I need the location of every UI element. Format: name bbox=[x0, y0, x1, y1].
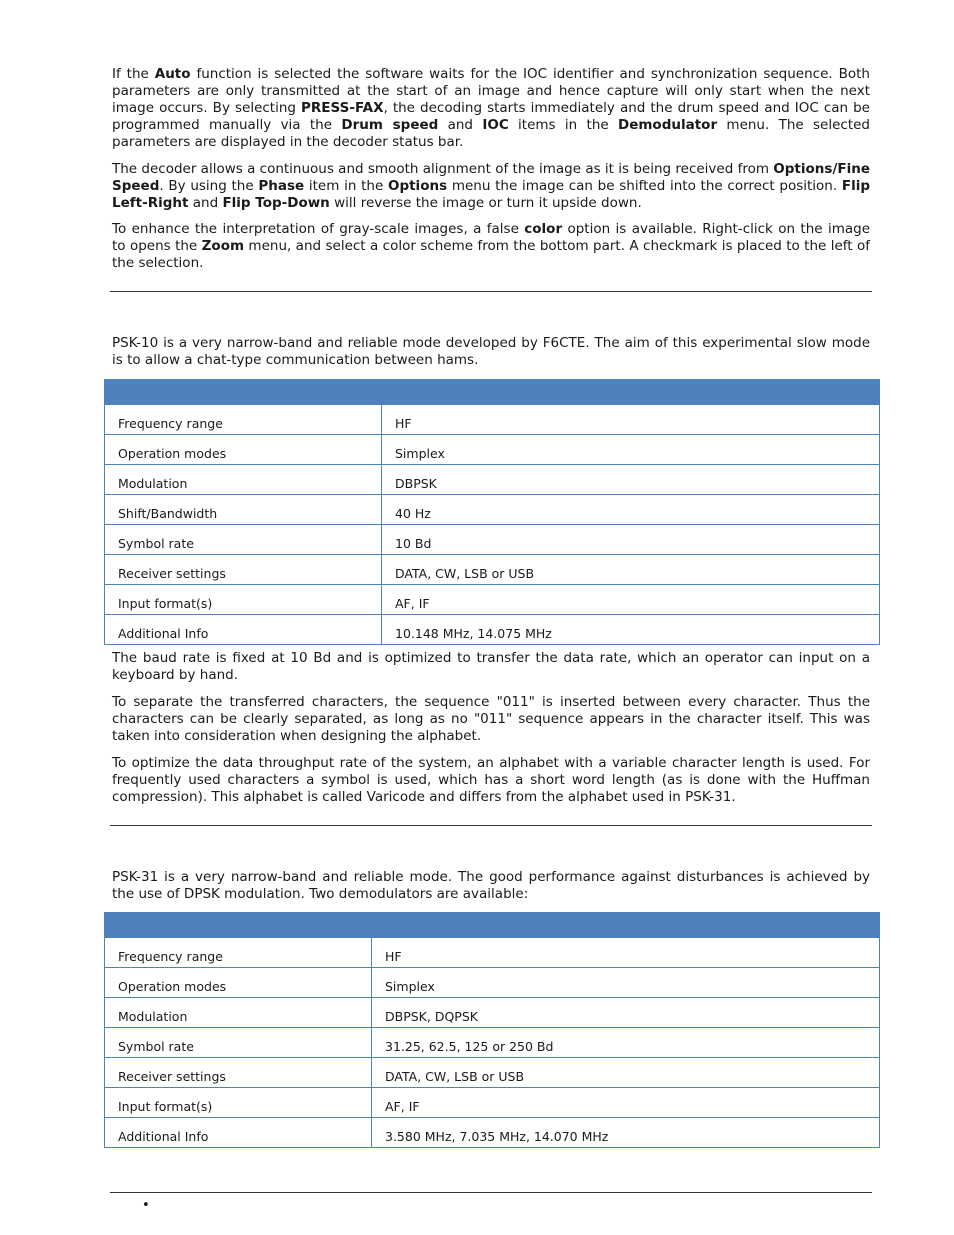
parameter-cell: Symbol rate bbox=[105, 1028, 372, 1058]
bold-term: Flip Top-Down bbox=[222, 195, 330, 211]
table-row bbox=[105, 1028, 880, 1058]
parameter-cell: Symbol rate bbox=[105, 525, 382, 555]
value-cell: HF bbox=[372, 938, 880, 968]
bold-term: Phase bbox=[258, 178, 305, 194]
bold-term: PRESS-FAX bbox=[301, 100, 384, 116]
value-cell: 10.148 MHz, 14.075 MHz bbox=[382, 615, 880, 645]
table-row bbox=[105, 435, 880, 465]
psk10-spec-table bbox=[104, 379, 880, 645]
table-row bbox=[105, 998, 880, 1028]
bold-term: Demodulator bbox=[618, 117, 718, 133]
table-row bbox=[105, 615, 880, 645]
psk31-spec-table bbox=[104, 912, 880, 1148]
bold-term: Options/Fine Speed bbox=[112, 161, 870, 194]
table-row bbox=[105, 968, 880, 998]
table-header-row bbox=[105, 380, 880, 405]
bold-term: color bbox=[524, 221, 563, 237]
value-cell: AF, IF bbox=[382, 585, 880, 615]
table-row bbox=[105, 1118, 880, 1148]
fax-color-paragraph: To enhance the interpretation of gray-scale images, a false color option is available. Right-click on the image to opens the Zoom menu, and select a color scheme from the bottom part. A checkmark is placed to the left of the selection. bbox=[112, 221, 870, 271]
bold-term: IOC bbox=[482, 117, 509, 133]
parameter-cell: Operation modes bbox=[105, 968, 372, 998]
bold-term: Options bbox=[387, 178, 448, 194]
parameter-cell: Additional Info bbox=[105, 615, 382, 645]
value-cell: DATA, CW, LSB or USB bbox=[382, 555, 880, 585]
parameter-cell: Modulation bbox=[105, 465, 382, 495]
table-row bbox=[105, 525, 880, 555]
bold-term: Auto bbox=[154, 66, 191, 82]
value-cell: DBPSK, DQPSK bbox=[372, 998, 880, 1028]
value-cell: 31.25, 62.5, 125 or 250 Bd bbox=[372, 1028, 880, 1058]
footer-bullet: • bbox=[142, 1198, 150, 1213]
parameter-cell: Input format(s) bbox=[105, 585, 382, 615]
value-cell: HF bbox=[382, 405, 880, 435]
value-cell: DBPSK bbox=[382, 465, 880, 495]
bold-term: Drum speed bbox=[341, 117, 439, 133]
value-cell: 40 Hz bbox=[382, 495, 880, 525]
section-divider bbox=[110, 291, 872, 292]
table-row bbox=[105, 555, 880, 585]
table-row bbox=[105, 1088, 880, 1118]
parameter-cell: Shift/Bandwidth bbox=[105, 495, 382, 525]
table-row bbox=[105, 495, 880, 525]
table-header-row bbox=[105, 913, 880, 938]
value-cell: AF, IF bbox=[372, 1088, 880, 1118]
psk10-separator-paragraph: To separate the transferred characters, the sequence "011" is inserted between every character. Thus the characters can be clearly separated, as long as no "011" sequence appears in the character itself. This was taken into consideration when designing the alphabet. bbox=[112, 694, 870, 744]
table-row bbox=[105, 465, 880, 495]
value-cell: 10 Bd bbox=[382, 525, 880, 555]
value-cell: 3.580 MHz, 7.035 MHz, 14.070 MHz bbox=[372, 1118, 880, 1148]
fax-fine-speed-paragraph: The decoder allows a continuous and smooth alignment of the image as it is being received from Options/Fine Speed. By using the Phase item in the Options menu the image can be shifted into the correct position. Flip Left-Right and Flip Top-Down will reverse the image or turn it upside down. bbox=[112, 161, 870, 211]
section-divider bbox=[110, 825, 872, 826]
fax-auto-paragraph: If the Auto function is selected the software waits for the IOC identifier and synchronization sequence. Both parameters are only transmitted at the start of an image and hence capture will only start when the next image occurs. By selecting PRESS-FAX, the decoding starts immediately and the drum speed and IOC can be programmed manually via the Drum speed and IOC items in the Demodulator menu. The selected parameters are displayed in the decoder status bar. bbox=[112, 66, 870, 150]
parameter-cell: Additional Info bbox=[105, 1118, 372, 1148]
parameter-cell: Receiver settings bbox=[105, 555, 382, 585]
table-row bbox=[105, 405, 880, 435]
parameter-cell: Input format(s) bbox=[105, 1088, 372, 1118]
bold-term: Flip Left-Right bbox=[112, 178, 870, 211]
table-row bbox=[105, 938, 880, 968]
psk10-varicode-paragraph: To optimize the data throughput rate of the system, an alphabet with a variable character length is used. For frequently used characters a symbol is used, which has a short word length (as is done with the Huffman compression). This alphabet is called Varicode and differs from the alphabet used in PSK-31. bbox=[112, 755, 870, 805]
psk31-intro: PSK-31 is a very narrow-band and reliable mode. The good performance against disturbances is achieved by the use of DPSK modulation. Two demodulators are available: bbox=[112, 869, 870, 902]
footer-rule bbox=[110, 1192, 872, 1193]
parameter-cell: Operation modes bbox=[105, 435, 382, 465]
bold-term: Zoom bbox=[201, 238, 245, 254]
psk10-baud-paragraph: The baud rate is fixed at 10 Bd and is optimized to transfer the data rate, which an operator can input on a keyboard by hand. bbox=[112, 650, 870, 683]
value-cell: DATA, CW, LSB or USB bbox=[372, 1058, 880, 1088]
value-cell: Simplex bbox=[372, 968, 880, 998]
table-row bbox=[105, 585, 880, 615]
parameter-cell: Modulation bbox=[105, 998, 372, 1028]
table-row bbox=[105, 1058, 880, 1088]
parameter-cell: Receiver settings bbox=[105, 1058, 372, 1088]
value-cell: Simplex bbox=[382, 435, 880, 465]
parameter-cell: Frequency range bbox=[105, 405, 382, 435]
psk10-intro: PSK-10 is a very narrow-band and reliable mode developed by F6CTE. The aim of this experimental slow mode is to allow a chat-type communication between hams. bbox=[112, 335, 870, 368]
parameter-cell: Frequency range bbox=[105, 938, 372, 968]
